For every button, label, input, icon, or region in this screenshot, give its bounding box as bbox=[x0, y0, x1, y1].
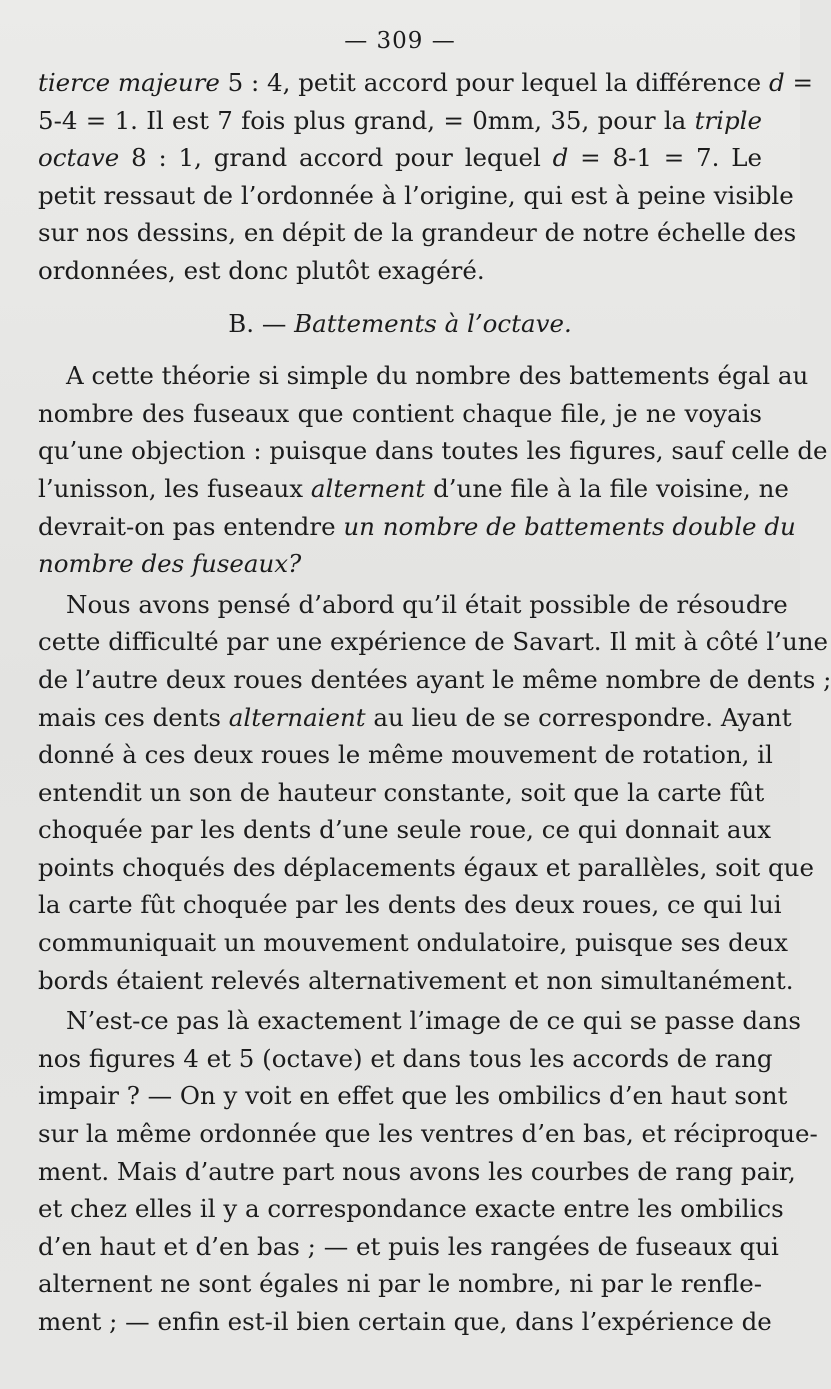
text-run: 8 : 1, grand accord pour lequel bbox=[119, 143, 553, 173]
text-line bbox=[38, 586, 788, 624]
text-run: 5 : 4, petit accord pour lequel la différence bbox=[219, 68, 769, 97]
text-run: choquée par les dents d’une seule roue, ce qui donnait aux bbox=[38, 815, 772, 845]
text-run: petit ressaut de l’ordonnée à l’origine, qui est à peine visible bbox=[38, 180, 794, 210]
text-line bbox=[38, 64, 813, 102]
text-run: sur nos dessins, en dépit de la grandeur de notre échelle des bbox=[38, 218, 797, 248]
text-run: bords étaient relevés alternativement et non simultanément. bbox=[38, 965, 794, 995]
text-line bbox=[38, 736, 773, 774]
text-line bbox=[38, 139, 762, 177]
text-run: donné à ces deux roues le même mouvement de rotation, il bbox=[38, 740, 773, 770]
paragraph-2 bbox=[38, 586, 831, 1000]
text-run: d’une file à la file voisine, ne bbox=[425, 473, 789, 503]
text-line bbox=[38, 1265, 762, 1303]
text-run: nos figures 4 et 5 (octave) et dans tous les accords de rang bbox=[38, 1043, 773, 1073]
text-line bbox=[38, 508, 796, 546]
text-line bbox=[38, 1002, 801, 1040]
text-line bbox=[38, 545, 762, 583]
section-label: B. — bbox=[228, 308, 295, 338]
text-line bbox=[38, 886, 782, 924]
text-line bbox=[38, 1228, 779, 1266]
italic-text: un nombre de battements double du bbox=[343, 511, 796, 541]
italic-text: d bbox=[552, 143, 569, 173]
text-run: 5-4 = 1. Il est 7 fois plus grand, = 0mm, 35, pour la bbox=[38, 105, 695, 135]
text-line bbox=[38, 214, 797, 252]
text-run: ment. Mais d’autre part nous avons les courbes de rang pair, bbox=[38, 1156, 796, 1186]
text-run: N’est-ce pas là exactement l’image de ce qui se passe dans bbox=[66, 1006, 801, 1036]
text-line bbox=[38, 1303, 772, 1341]
text-line bbox=[38, 252, 762, 290]
page-number: — 309 — bbox=[344, 28, 456, 54]
text-line bbox=[38, 1190, 784, 1228]
text-run: impair ? — On y voit en effet que les ombilics d’en haut sont bbox=[38, 1081, 788, 1111]
italic-text: tierce majeure bbox=[38, 68, 220, 97]
text-run: Nous avons pensé d’abord qu’il était possible de résoudre bbox=[66, 589, 788, 619]
text-line bbox=[38, 1077, 788, 1115]
text-run: d’en haut et d’en bas ; — et puis les rangées de fuseaux qui bbox=[38, 1231, 779, 1261]
text-line bbox=[38, 1153, 796, 1191]
text-line bbox=[38, 811, 772, 849]
section-heading bbox=[38, 305, 762, 343]
text-line bbox=[38, 849, 814, 887]
text-run: ordonnées, est donc plutôt exagéré. bbox=[38, 255, 485, 285]
text-run: entendit un son de hauteur constante, soit que la carte fût bbox=[38, 777, 765, 807]
text-run: mais ces dents bbox=[38, 702, 229, 732]
italic-text: alternent bbox=[310, 473, 426, 503]
text-line bbox=[38, 1040, 773, 1078]
italic-text: d bbox=[768, 68, 785, 97]
text-line bbox=[38, 924, 788, 962]
text-run: A cette théorie si simple du nombre des battements égal au bbox=[66, 361, 809, 391]
text-line bbox=[38, 774, 765, 812]
text-run: alternent ne sont égales ni par le nombre, ni par le renfle- bbox=[38, 1269, 762, 1299]
text-run: = 8-1 = 7. Le bbox=[568, 143, 762, 173]
text-line bbox=[38, 395, 762, 433]
text-run: la carte fût choquée par les dents des deux roues, ce qui lui bbox=[38, 890, 782, 920]
paragraph-continuation bbox=[38, 64, 813, 290]
section-title: Battements à l’octave. bbox=[294, 308, 572, 338]
italic-text: nombre des fuseaux? bbox=[38, 549, 302, 579]
text-run: et chez elles il y a correspondance exacte entre les ombilics bbox=[38, 1194, 784, 1224]
text-line bbox=[38, 1115, 818, 1153]
paragraph-3 bbox=[38, 1002, 818, 1340]
text-run: points choqués des déplacements égaux et parallèles, soit que bbox=[38, 852, 814, 882]
text-run: = bbox=[784, 68, 813, 97]
text-line bbox=[38, 432, 828, 470]
text-run: cette difficulté par une expérience de Savart. Il mit à côté l’une bbox=[38, 627, 829, 657]
text-run: ment ; — enfin est-il bien certain que, dans l’expérience de bbox=[38, 1307, 772, 1336]
text-line bbox=[38, 177, 794, 215]
text-line bbox=[38, 470, 789, 508]
text-run: nombre des fuseaux que contient chaque file, je ne voyais bbox=[38, 398, 762, 428]
text-run: devrait-on pas entendre bbox=[38, 511, 344, 541]
italic-text: octave bbox=[38, 143, 120, 173]
italic-text: triple bbox=[694, 105, 762, 135]
text-run: de l’autre deux roues dentées ayant le même nombre de dents ; bbox=[38, 664, 831, 694]
text-run: sur la même ordonnée que les ventres d’en bas, et réciproque- bbox=[38, 1119, 818, 1149]
text-line bbox=[38, 661, 831, 699]
italic-text: alternaient bbox=[228, 702, 366, 732]
text-run: qu’une objection : puisque dans toutes les figures, sauf celle de bbox=[38, 436, 828, 466]
text-line bbox=[38, 102, 762, 140]
text-run: au lieu de se correspondre. Ayant bbox=[365, 702, 792, 732]
text-line bbox=[38, 623, 829, 661]
text-line bbox=[38, 357, 809, 395]
text-run: communiquait un mouvement ondulatoire, puisque ses deux bbox=[38, 928, 788, 958]
text-line bbox=[38, 699, 792, 737]
text-run: l’unisson, les fuseaux bbox=[38, 473, 311, 503]
paragraph-1 bbox=[38, 357, 828, 583]
text-line bbox=[38, 962, 794, 1000]
